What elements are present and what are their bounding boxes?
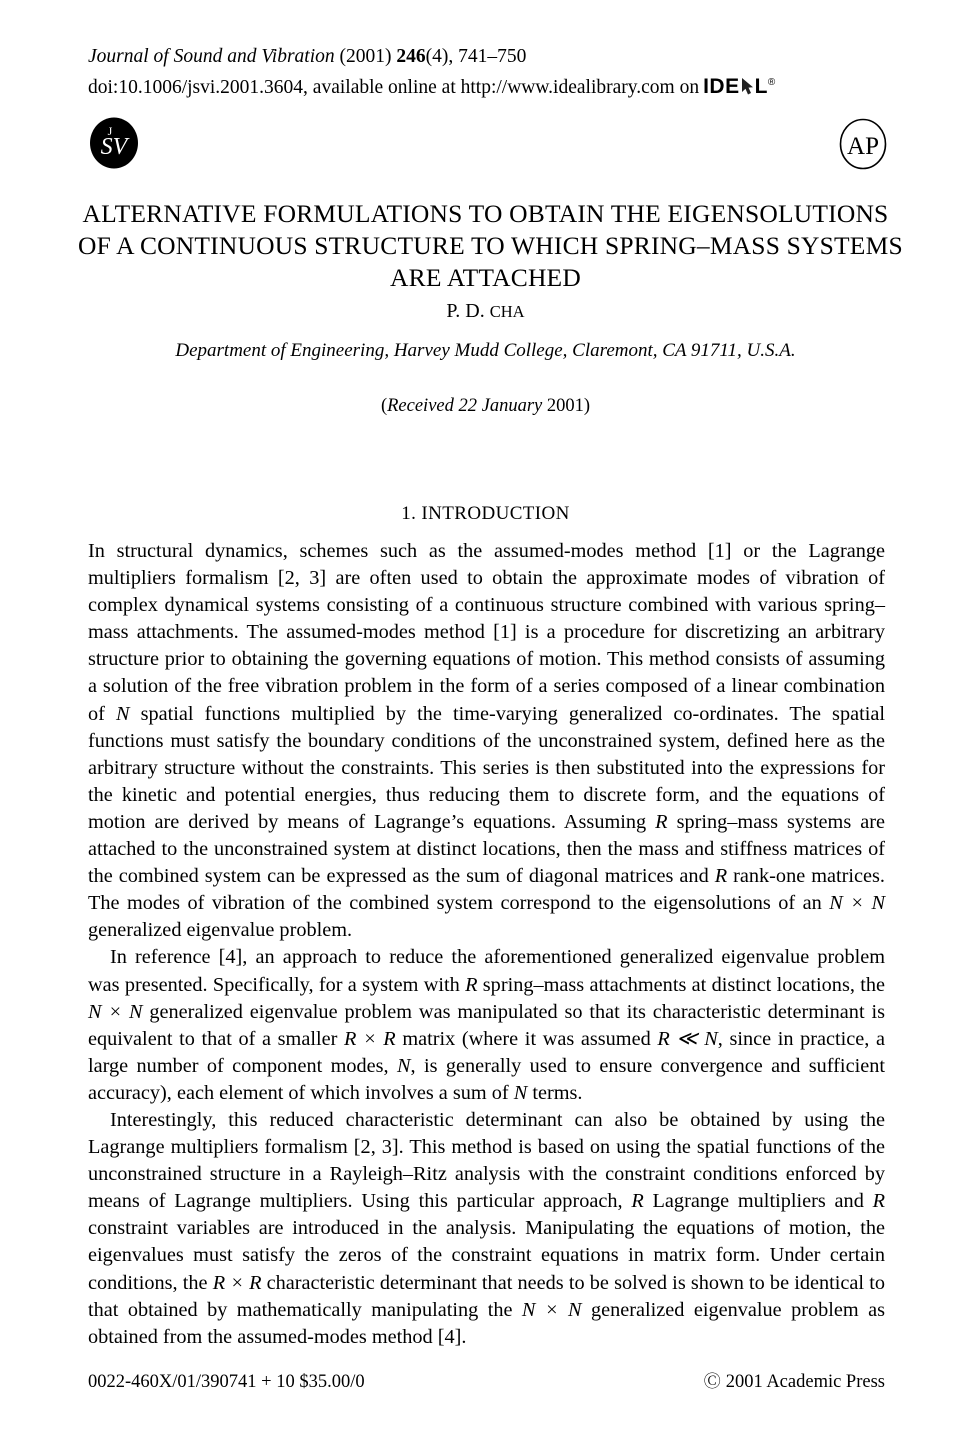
cursor-arrow-icon [740, 78, 755, 97]
p1-symbol-R-1: R [655, 810, 668, 833]
academic-press-logo [838, 118, 888, 172]
p2-segment-d: matrix (where it was assumed [395, 1027, 658, 1050]
ideal-logo-left-text: IDE [703, 75, 740, 98]
author-affiliation: Department of Engineering, Harvey Mudd College, Claremont, CA 91711, U.S.A. [175, 340, 796, 361]
ap-monogram: AP [847, 133, 879, 160]
p3-segment-b: Lagrange multipliers and [643, 1190, 873, 1213]
issn-price-line: 0022-460X/01/390741 + 10 $35.00/0 [88, 1372, 365, 1392]
p3-segment-d: characteristic determinant that needs to be solved is shown to be identical to that obtained by mathematically manipulating the [88, 1271, 885, 1321]
p3-symbol-R-1: R [631, 1190, 644, 1213]
article-body [88, 538, 885, 1351]
title-line-2: OF A CONTINUOUS STRUCTURE TO WHICH SPRING–MASS SYSTEMS [78, 231, 903, 260]
p1-symbol-N-1: N [116, 702, 130, 725]
p2-segment-a: In reference [4], an approach to reduce the aforementioned generalized eigenvalue problem was presented. Specifically, for a system with [88, 946, 885, 996]
masthead [88, 44, 888, 101]
p2-segment-g: terms. [527, 1081, 583, 1104]
p2-symbol-R-much-less-N: R ≪ N [657, 1027, 718, 1050]
received-year: 2001) [542, 396, 591, 416]
p3-segment-c: constraint variables are introduced in the analysis. Manipulating the equations of motion, the eigenvalues must satisfy the zeros of the constraint equations in matrix form. Under certain conditions, the [88, 1217, 885, 1294]
p2-symbol-R-1: R [465, 973, 478, 996]
p1-segment-e: generalized eigenvalue problem. [88, 919, 353, 942]
journal-issue-pages: (4), 741–750 [425, 46, 527, 67]
p1-symbol-NxN: N × N [829, 892, 885, 915]
p3-symbol-R-2: R [872, 1190, 886, 1213]
jsv-logo-sv-letters: SV [100, 134, 128, 160]
paragraph-1 [88, 538, 885, 944]
copyright-text: 2001 Academic Press [725, 1372, 885, 1392]
jsv-logo [88, 117, 140, 173]
journal-volume: 246 [396, 46, 426, 67]
p2-symbol-N-3: N [513, 1081, 528, 1104]
doi-text: doi:10.1006/jsvi.2001.3604, available online at http://www.idealibrary.com on [88, 77, 700, 98]
journal-name: Journal of Sound and Vibration [88, 46, 335, 67]
p1-segment-c: spring–mass systems are attached to the unconstrained system at distinct locations, then the mass and stiffness matrices of the combined system can be expressed as the sum of diagonal matrices and [88, 810, 885, 888]
received-open-paren: ( [380, 396, 388, 416]
p3-segment-a: Interestingly, this reduced characteristic determinant can also be obtained by using the Lagrange multipliers formalism [2, 3]. This method is based on using the spatial functions of the unconstrained structure in a Rayleigh–Ritz analysis with the constraint conditions enforced by means of Lagrange multipliers. Using this particular approach, [88, 1108, 885, 1213]
p2-symbol-NxN: N × N [88, 1000, 143, 1023]
p2-symbol-RxR: R × R [343, 1027, 396, 1050]
doi-line [88, 70, 888, 101]
p1-symbol-R-2: R [714, 865, 728, 888]
p2-symbol-N-2: N [396, 1054, 411, 1077]
p1-segment-a: In structural dynamics, schemes such as the assumed-modes method [1] or the Lagrange multipliers formalism [2, 3] are often used to obtain the approximate modes of vibration of complex dynamical systems consisting of a continuous structure combined with various spring–mass attachments. The assumed-modes method [1] is a procedure for discretizing an arbitrary structure prior to obtaining the governing equations of motion. This method consists of assuming a solution of the free vibration problem in the form of a series composed of a linear combination of [88, 540, 885, 725]
section-heading-introduction: 1. INTRODUCTION [401, 503, 570, 524]
title-line-3: ARE ATTACHED [390, 263, 581, 292]
page-footer [88, 1367, 885, 1393]
paragraph-2 [88, 944, 885, 1107]
p1-segment-d: rank-one matrices. The modes of vibration of the combined system correspond to the eigensolutions of an [88, 865, 885, 915]
received-date [78, 393, 893, 419]
page-title [78, 198, 903, 294]
p1-segment-b: spatial functions multiplied by the time-varying generalized co-ordinates. The spatial functions must satisfy the boundary conditions of the unconstrained system, defined here as the arbitrary structure without the constraints. This series is then substituted into the expressions for the kinetic and potential energies, thus reducing them to discrete form, and the equations of motion are derived by means of Lagrange’s equations. Assuming [88, 702, 885, 833]
p3-symbol-RxR: R × R [212, 1271, 262, 1294]
journal-citation-line [88, 44, 888, 70]
p2-segment-b: spring–mass attachments at distinct locations, the [477, 973, 885, 996]
author-initials: P. D. [446, 300, 490, 322]
title-line-1: ALTERNATIVE FORMULATIONS TO OBTAIN THE EIGENSOLUTIONS [82, 199, 889, 228]
journal-year: (2001) [334, 46, 397, 67]
p3-symbol-NxN: N × N [521, 1298, 582, 1321]
p2-segment-f: , is generally used to ensure convergence and sufficient accuracy), each element of which involves a sum of [88, 1054, 885, 1104]
author-surname: CHA [489, 302, 525, 321]
registered-trademark-icon: ® [767, 77, 776, 88]
p3-segment-e: generalized eigenvalue problem as obtained from the assumed-modes method [4]. [88, 1298, 885, 1348]
ideal-library-logo [703, 70, 776, 98]
copyright-line [704, 1367, 885, 1393]
p2-segment-c: generalized eigenvalue problem was manipulated so that its characteristic determinant is equivalent to that of a smaller [88, 1000, 885, 1050]
copyright-icon: Ⓒ [703, 1372, 721, 1391]
p2-segment-e: , since in practice, a large number of component modes, [88, 1027, 885, 1077]
author-name [78, 298, 893, 325]
jsv-logo-j-letter: J [107, 124, 113, 138]
received-label: Received 22 January [387, 396, 543, 416]
ideal-logo-right-text: L [754, 75, 768, 98]
paragraph-3 [88, 1107, 885, 1351]
